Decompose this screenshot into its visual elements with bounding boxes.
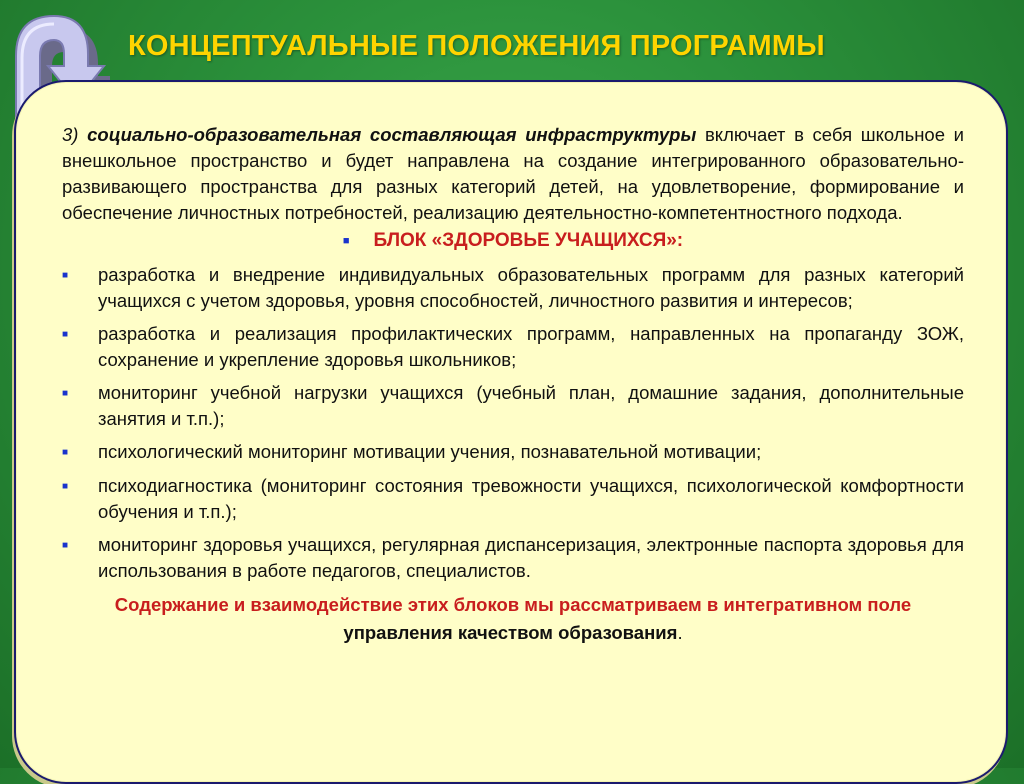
intro-paragraph [62,122,964,226]
intro-emphasis: социально-образовательная составляющая инфраструктуры [87,124,697,145]
list-item [62,321,964,373]
square-bullet-icon: ■ [62,388,69,400]
square-bullet-icon: ■ [342,235,350,247]
list-item-text: разработка и внедрение индивидуальных образовательных программ для разных категорий учащихся с учетом здоровья, уровня способностей, личностного развития и интересов; [98,264,964,312]
intro-text: включает в себя школьное и внешкольное пространство и будет направлена на создание интегрированного образовательно-развивающего пространства для разных категорий детей, на удовлетворение, формирование и обеспечение личностных потребностей, реализацию деятельностно-компетентностного подхода. [62,124,965,223]
intro-number: 3) [62,124,79,145]
list-item-text: психодиагностика (мониторинг состояния тревожности учащихся, психологической комфортности обучения и т.п.); [98,475,964,523]
page-title: КОНЦЕПТУАЛЬНЫЕ ПОЛОЖЕНИЯ ПРОГРАММЫ [128,30,825,62]
content-body [62,122,964,647]
square-bullet-icon: ■ [62,540,69,552]
list-item [62,532,964,584]
block-heading [62,228,964,254]
list-item [62,380,964,432]
conclusion-highlight: Содержание и взаимодействие этих блоков мы рассматриваем в интегративном поле [114,594,912,616]
conclusion-end: . [677,622,683,644]
square-bullet-icon: ■ [62,270,69,282]
conclusion-bold: управления качеством образования [343,622,678,644]
square-bullet-icon: ■ [62,329,69,341]
square-bullet-icon: ■ [62,447,69,459]
list-item-text: психологический мониторинг мотивации учения, познавательной мотивации; [98,441,762,463]
list-item [62,262,964,314]
list-item-text: мониторинг здоровья учащихся, регулярная диспансеризация, электронные паспорта здоровья для использования в работе педагогов, специалистов. [98,534,964,582]
list-item-text: разработка и реализация профилактических программ, направленных на пропаганду ЗОЖ, сохранение и укрепление здоровья школьников; [98,323,964,371]
square-bullet-icon: ■ [62,481,69,493]
list-item [62,439,964,466]
conclusion [62,591,964,647]
list-item [62,473,964,525]
list-item-text: мониторинг учебной нагрузки учащихся (учебный план, домашние задания, дополнительные занятия и т.п.); [98,382,964,430]
block-heading-text: БЛОК «ЗДОРОВЬЕ УЧАЩИХСЯ»: [373,230,684,252]
